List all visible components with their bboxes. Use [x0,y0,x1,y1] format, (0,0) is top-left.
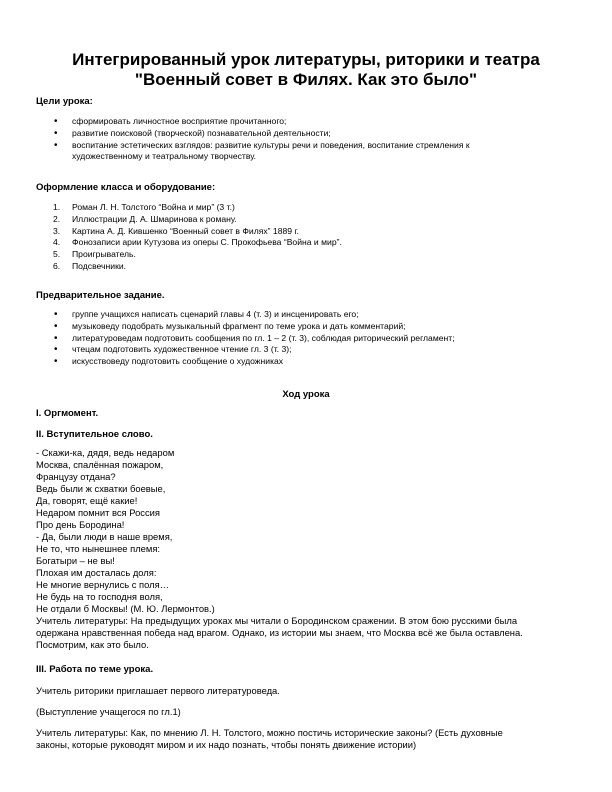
section-work: III. Работа по теме урока. [36,664,154,675]
section-orgmoment: I. Оргмомент. [36,408,99,419]
equipment-item: 4. Фонозаписи арии Кутузова из оперы С. Прокофьева “Война и мир”. [53,237,342,248]
poem-line: Плохая им досталась доля: [36,567,157,578]
student-speech-line: (Выступление учащегося по гл.1) [36,706,181,717]
equipment-item: 2. Иллюстрации Д. А. Шмаринова к роману. [53,213,237,224]
equipment-list [36,202,576,273]
poem-line: Не то, что нынешнее племя: [36,543,161,554]
prelim-list [36,309,576,368]
goal-item-continuation: художественному и театральному творчеству. [72,151,257,162]
poem-line: Не отдали б Москвы! (М. Ю. Лермонтов.) [36,603,215,614]
equipment-heading: Оформление класса и оборудование: [36,182,216,193]
equipment-item: 3. Картина А. Д. Кившенко “Военный совет в Филях” 1889 г. [53,225,299,236]
prelim-item: • искусствоведу подготовить сообщение о художниках [36,356,576,368]
lesson-heading: Ход урока [282,389,330,400]
poem-line: - Скажи-ка, дядя, ведь недаром [36,447,175,458]
prelim-item: • чтецам подготовить художественное чтение гл. 3 (т. 3); [36,344,576,356]
poem-line: - Да, были люди в наше время, [36,531,173,542]
poem-line: Богатыри – не вы! [36,555,115,566]
teacher-line: одержана нравственная победа над врагом. Однако, из истории мы знаем, что Москва всё же была оставлена. [36,627,523,638]
equipment-item: 1. Роман Л. Н. Толстого “Война и мир” (3 т.) [53,202,235,212]
teacher-line: Посмотрим, как это было. [36,639,149,650]
poem-line: Французу отдана? [36,471,116,482]
teacher-line: Учитель литературы: На предыдущих уроках мы читали о Бородинском сражении. В этом бою русскими была [36,615,518,626]
rhetoric-teacher-line: Учитель риторики приглашает первого литературоведа. [36,685,280,696]
poem-line: Да, говорят, ещё какие! [36,495,138,506]
question-line: Учитель литературы: Как, по мнению Л. Н. Толстого, можно постичь исторические законы? (Есть духовные [36,727,503,738]
goal-item: • развитие поисковой (творческой) познавательной деятельности; [36,128,576,140]
goals-list [36,116,576,163]
prelim-item: • литературоведам подготовить сообщения по гл. 1 – 2 (т. 3), соблюдая риторический регламент; [36,333,576,345]
question-line: законы, которые руководят миром и их надо познать, чтобы понять движение истории) [36,739,417,750]
goal-item: • воспитание эстетических взглядов: развитие культуры речи и поведения, воспитание стремления к [36,140,576,152]
poem-line: Не многие вернулись с поля… [36,579,170,590]
poem-line: Недаром помнит вся Россия [36,507,160,518]
poem-line: Ведь были ж схватки боевые, [36,483,166,494]
title-line-2: "Военный совет в Филях. Как это было" [134,70,478,89]
prelim-item: • группе учащихся написать сценарий главы 4 (т. 3) и инсценировать его; [36,309,576,321]
title-line-1: Интегрированный урок литературы, риторики и театра [72,50,540,69]
prelim-item: • музыковеду подобрать музыкальный фрагмент по теме урока и дать комментарий; [36,321,576,333]
question-paragraph [36,727,581,751]
poem-line: Не будь на то господня воля, [36,591,163,602]
goal-item: • сформировать личностное восприятие прочитанного; [36,116,576,128]
page-title [20,50,592,90]
goals-heading: Цели урока: [36,96,93,107]
poem-line: Про день Бородина! [36,519,125,530]
section-intro: II. Вступительное слово. [36,429,153,440]
poem [36,447,581,651]
equipment-item: 5. Проигрыватель. [53,249,136,260]
prelim-heading: Предварительное задание. [36,290,165,301]
equipment-item: 6. Подсвечники. [53,260,127,271]
poem-line: Москва, спалённая пожаром, [36,459,164,470]
